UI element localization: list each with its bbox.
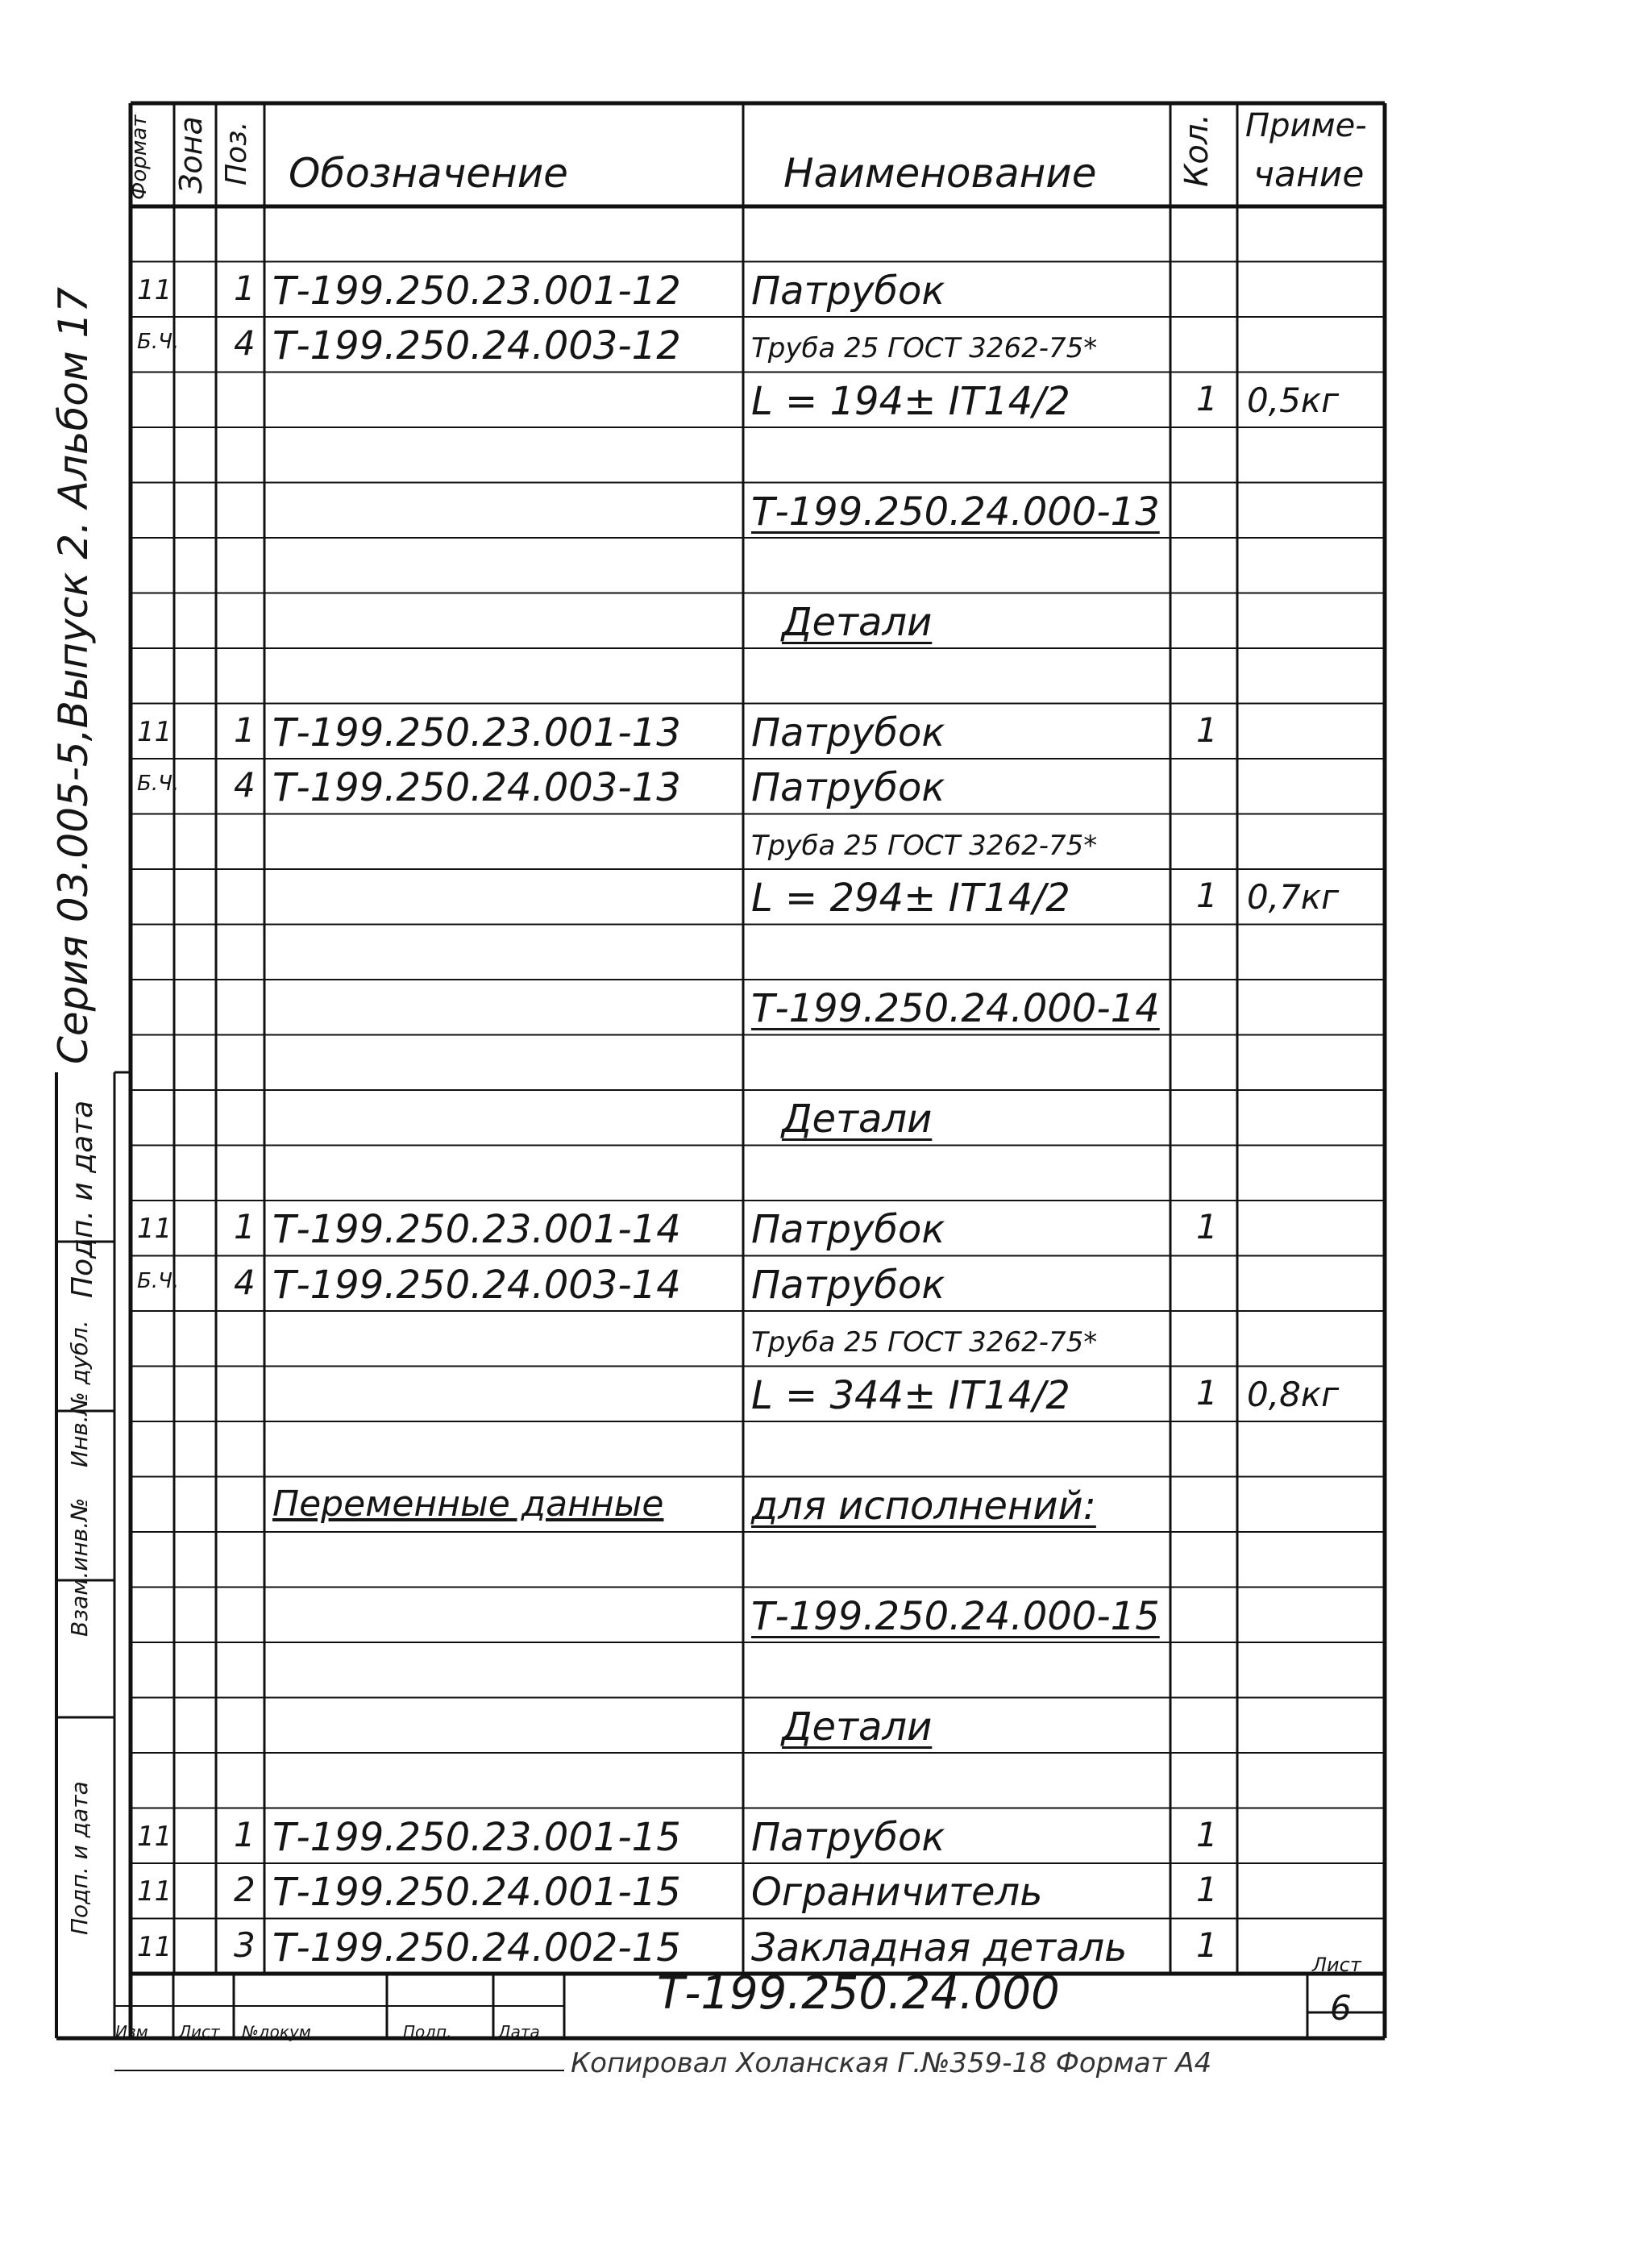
- row-quantity: 1: [1196, 876, 1218, 915]
- doc-number: Т-199.250.24.000: [657, 1967, 1060, 2020]
- row-position: 2: [234, 1870, 256, 1909]
- row-format: 11: [137, 715, 172, 748]
- row-name: Патрубок: [751, 268, 945, 314]
- row-name: L = 344± IT14/2: [751, 1372, 1070, 1418]
- row-name: Закладная деталь: [751, 1925, 1128, 1970]
- row-position: 1: [234, 1814, 256, 1854]
- row-designation: Т-199.250.23.001-15: [272, 1814, 681, 1860]
- header-position: Поз.: [220, 121, 253, 185]
- row-name: Т-199.250.24.000-14: [751, 986, 1160, 1031]
- row-position: 4: [234, 765, 256, 805]
- tb-data: Дата: [498, 2022, 540, 2041]
- row-name: L = 194± IT14/2: [751, 378, 1070, 424]
- row-designation: Т-199.250.24.001-15: [272, 1870, 681, 1915]
- row-quantity: 1: [1196, 1870, 1218, 1909]
- row-format: 11: [137, 273, 172, 306]
- row-format: Б.Ч.: [137, 330, 180, 354]
- row-note: 0,7кг: [1247, 877, 1340, 917]
- row-position: 1: [234, 1207, 256, 1246]
- header-zone: Зона: [173, 116, 209, 194]
- row-name: Т-199.250.24.000-15: [751, 1593, 1160, 1639]
- tb-podp: Подп.: [403, 2022, 452, 2041]
- row-position: 3: [234, 1925, 256, 1965]
- row-format: Б.Ч.: [137, 1268, 180, 1293]
- tb-ndok: №докум: [242, 2022, 311, 2041]
- footer-note: Копировал Холанская Г.№359-18 Формат А4: [571, 2047, 1212, 2079]
- row-format: Б.Ч.: [137, 772, 180, 796]
- row-quantity: 1: [1196, 1372, 1218, 1413]
- header-note-bottom: чание: [1253, 154, 1365, 195]
- row-designation: Т-199.250.24.003-12: [272, 323, 681, 368]
- row-format: 11: [137, 1820, 172, 1853]
- row-position: 4: [234, 323, 256, 363]
- side-vzam-inv: Взам.инв.№: [66, 1497, 93, 1637]
- row-designation: Переменные данные: [272, 1483, 664, 1525]
- side-sign-date-2: Подп. и дата: [66, 1781, 93, 1935]
- row-name: Труба 25 ГОСТ 3262-75*: [751, 332, 1098, 364]
- side-series-label: Серия 03.005-5,Выпуск 2. Альбом 17: [50, 286, 97, 1064]
- row-designation: Т-199.250.23.001-12: [272, 268, 681, 314]
- row-name: Патрубок: [751, 1262, 945, 1308]
- row-name: Патрубок: [751, 1814, 945, 1860]
- row-format: 11: [137, 1875, 172, 1908]
- row-name: Патрубок: [751, 710, 945, 755]
- row-note: 0,8кг: [1247, 1374, 1340, 1414]
- row-format: 11: [137, 1213, 172, 1245]
- side-inv-dup: Инв.№ дубл.: [66, 1320, 93, 1467]
- row-designation: Т-199.250.24.003-14: [272, 1262, 681, 1308]
- tb-list: Лист: [179, 2022, 220, 2041]
- header-quantity: Кол.: [1178, 113, 1215, 187]
- sheet-number: 6: [1330, 1988, 1352, 2028]
- row-name: Детали: [782, 1097, 933, 1142]
- row-quantity: 1: [1196, 1925, 1218, 1965]
- row-note: 0,5кг: [1247, 380, 1340, 420]
- row-quantity: 1: [1196, 1814, 1218, 1854]
- row-name: Детали: [782, 599, 933, 645]
- sheet-label: Лист: [1312, 1954, 1361, 1976]
- row-quantity: 1: [1196, 710, 1218, 750]
- row-position: 4: [234, 1262, 256, 1302]
- row-name: для исполнений:: [751, 1483, 1096, 1529]
- row-name: Патрубок: [751, 1207, 945, 1252]
- row-quantity: 1: [1196, 378, 1218, 418]
- row-name: Труба 25 ГОСТ 3262-75*: [751, 1326, 1098, 1359]
- row-designation: Т-199.250.23.001-13: [272, 710, 681, 755]
- row-designation: Т-199.250.24.003-13: [272, 765, 681, 810]
- row-name: L = 294± IT14/2: [751, 876, 1070, 921]
- row-quantity: 1: [1196, 1207, 1218, 1246]
- row-name: Т-199.250.24.000-13: [751, 489, 1160, 535]
- row-name: Детали: [782, 1704, 933, 1750]
- header-note-top: Приме-: [1245, 107, 1367, 144]
- header-format: Формат: [127, 114, 152, 200]
- header-name: Наименование: [783, 150, 1097, 197]
- row-name: Ограничитель: [751, 1870, 1043, 1915]
- row-format: 11: [137, 1930, 172, 1963]
- row-name: Патрубок: [751, 765, 945, 810]
- row-designation: Т-199.250.24.002-15: [272, 1925, 681, 1970]
- row-position: 1: [234, 710, 256, 750]
- row-position: 1: [234, 268, 256, 308]
- header-designation: Обозначение: [289, 150, 568, 197]
- row-name: Труба 25 ГОСТ 3262-75*: [751, 829, 1098, 862]
- row-designation: Т-199.250.23.001-14: [272, 1207, 681, 1252]
- side-sign-date: Подп. и дата: [66, 1100, 99, 1298]
- tb-izm: Изм: [115, 2022, 148, 2041]
